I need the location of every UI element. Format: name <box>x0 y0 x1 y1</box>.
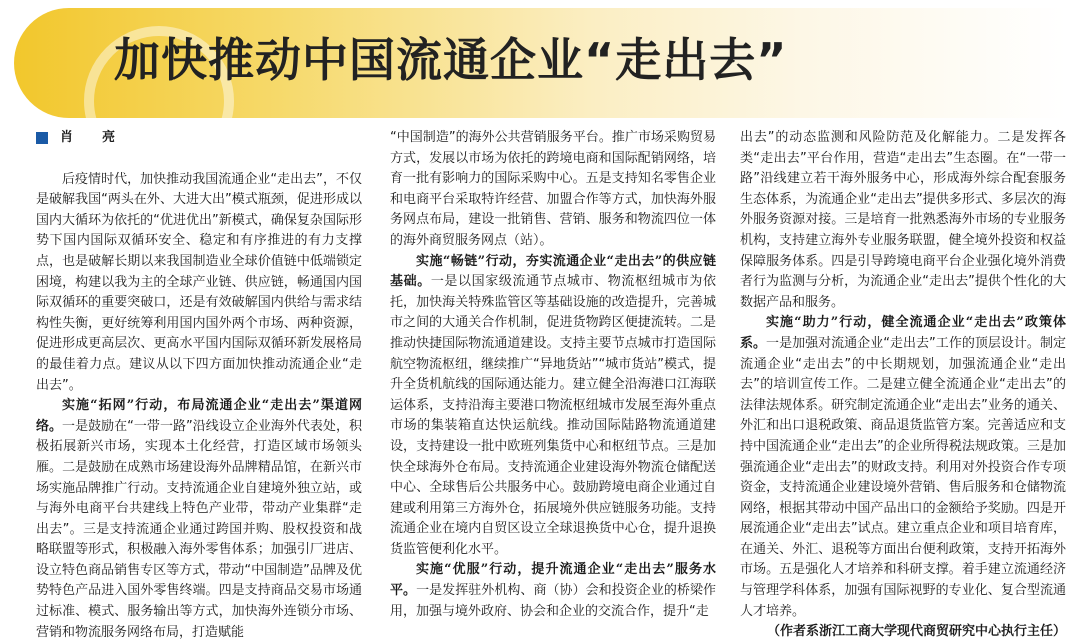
article-column-1 <box>36 128 362 643</box>
section-subhead: 实施“拓网”行动，布局流通企业“走出去”渠道网络。 <box>36 398 362 434</box>
article-column-3 <box>740 128 1066 643</box>
section-subhead: 实施“畅链”行动，夯实流通企业“走出去”的供应链基础。 <box>390 253 716 290</box>
author-line <box>36 128 362 149</box>
author-marker-icon <box>36 132 48 144</box>
headline-banner <box>14 8 1066 118</box>
paragraph: 后疫情时代，加快推动我国流通企业“走出去”，不仅是破解我国“两头在外、大进大出”模式瓶颈，促进形成以国内大循环为依托的“优进优出”新模式，确保复杂国际形势下国内国际双循环安全、稳定和有序推进的有力支撑点，也是破解长期以来我国制造业全球价值链中低端锁定困境，构建以我为主的全球产业链、供应链，畅通国内国际双循环的重要突破口，还是有效破解国内供给与需求结构性失衡，更好统筹利用国内国外两个市场、两种资源，促进形成更高层次、更高水平国内国际双循环新发展格局的最佳着力点。建议从以下四方面加快推动流通企业“走出去”。 <box>36 171 362 393</box>
paragraph: “中国制造”的海外公共营销服务平台。推广市场采购贸易方式，发展以市场为依托的跨境电商和国际配销网络，培育一批有影响力的国际采购中心。五是支持知名零售企业和电商平台采取特许经营、加盟合作等方式，加快海外服务网点布局，建设一批销售、营销、服务和物流四位一体的海外商贸服务网点（站）。 <box>390 130 716 248</box>
paragraph <box>740 313 1066 622</box>
paragraph <box>390 252 716 561</box>
section-body: 一是加强对流通企业“走出去”工作的顶层设计。制定流通企业“走出去”的中长期规划，加强流通企业“走出去”的培训宣传工作。二是建立健全流通企业“走出去”的法律法规体系。研究制定流通企业“走出去”业务的通关、外汇和出口退税政策、商品退货监管方案。完善适应和支持中国流通企业“走出去”的企业所得税法规政策。三是加强流通企业“走出去”的财政支持。利用对外投资合作专项资金，支持流通企业建设境外营销、售后服务和仓储物流网络，根据其带动中国产品出口的金额给予奖励。四是开展流通企业“走出去”试点。建立重点企业和项目培育库，在通关、外汇、退税等方面出台便利政策，支持开拓海外市场。五是强化人才培养和科研支撑。着手建立流通经济与管理学科体系，加强有国际视野的专业化、复合型流通人才培养。 <box>740 335 1066 619</box>
section-subhead: 实施“优服”行动，提升流通企业“走出去”服务水平。 <box>390 562 716 599</box>
article-headline: 加快推动中国流通企业“走出去” <box>114 33 788 87</box>
author-name: 肖 亮 <box>60 130 124 145</box>
section-body: 一是鼓励在“一带一路”沿线设立企业海外代表处，积极拓展新兴市场，实现本土化经营，打造区域市场领头雁。二是鼓励在成熟市场建设海外品牌精品馆，在新兴市场实施品牌推广行动。支持流通企业自建境外独立站，或与海外电商平台共建线上特色产业带，带动产业集群“走出去”。三是支持流通企业通过跨国并购、股权投资和战略联盟等形式，积极融入海外零售体系；加强引厂进店、设立特色商品销售专区等方式，带动“中国制造”品牌及优势特色产品进入国外零售终端。四是支持商品交易市场通过标准、模式、服务输出等方式，加快海外连锁分市场、营销和物流服务网络布局，打造赋能 <box>36 418 362 640</box>
article-column-2 <box>390 128 716 622</box>
paragraph <box>36 396 362 643</box>
section-subhead: 实施“助力”行动，健全流通企业“走出去”政策体系。 <box>740 315 1066 351</box>
author-affiliation: （作者系浙江工商大学现代商贸研究中心执行主任） <box>766 624 1066 640</box>
paragraph <box>390 560 716 622</box>
section-body: 一是发挥驻外机构、商（协）会和投资企业的桥梁作用，加强与境外政府、协会和企业的交流合作，提升“走 <box>390 583 716 619</box>
paragraph: 出去”的动态监测和风险防范及化解能力。二是发挥各类“走出去”平台作用，营造“走出去”生态圈。在“一带一路”沿线建立若干海外服务中心，形成海外综合配套服务生态体系，为流通企业“走出去”提供多形式、多层次的海外服务资源对接。三是培育一批熟悉海外市场的专业服务机构，支持建立海外专业服务联盟，健全境外投资和权益保障服务体系。四是引导跨境电商平台企业强化境外消费者行为监测与分析，为流通企业“走出去”提供个性化的大数据产品和服务。 <box>740 130 1066 310</box>
section-body: 一是以国家级流通节点城市、物流枢纽城市为依托，加快海关特殊监管区等基础设施的改造提升，完善城市之间的大通关合作机制，促进货物跨区便捷流转。二是推动快捷国际物流通道建设。支持主要节点城市打造国际航空物流枢纽，继续推广“异地货站”“城市货站”模式，提升全货机航线的国际通达能力。建立健全沿海港口江海联运体系，支持沿海主要港口物流枢纽城市发展至海外重点市场的集装箱直达快运航线。推动国际陆路物流通道建设，支持建设一批中欧班列集货中心和枢纽节点。三是加快全球海外仓布局。支持流通企业建设海外物流仓储配送中心、全球售后公共服务中心。鼓励跨境电商企业通过自建或利用第三方海外仓，拓展境外供应链服务功能。支持流通企业在境内自贸区设立全球退换货中心仓，提升退换货监管便利化水平。 <box>390 274 716 557</box>
